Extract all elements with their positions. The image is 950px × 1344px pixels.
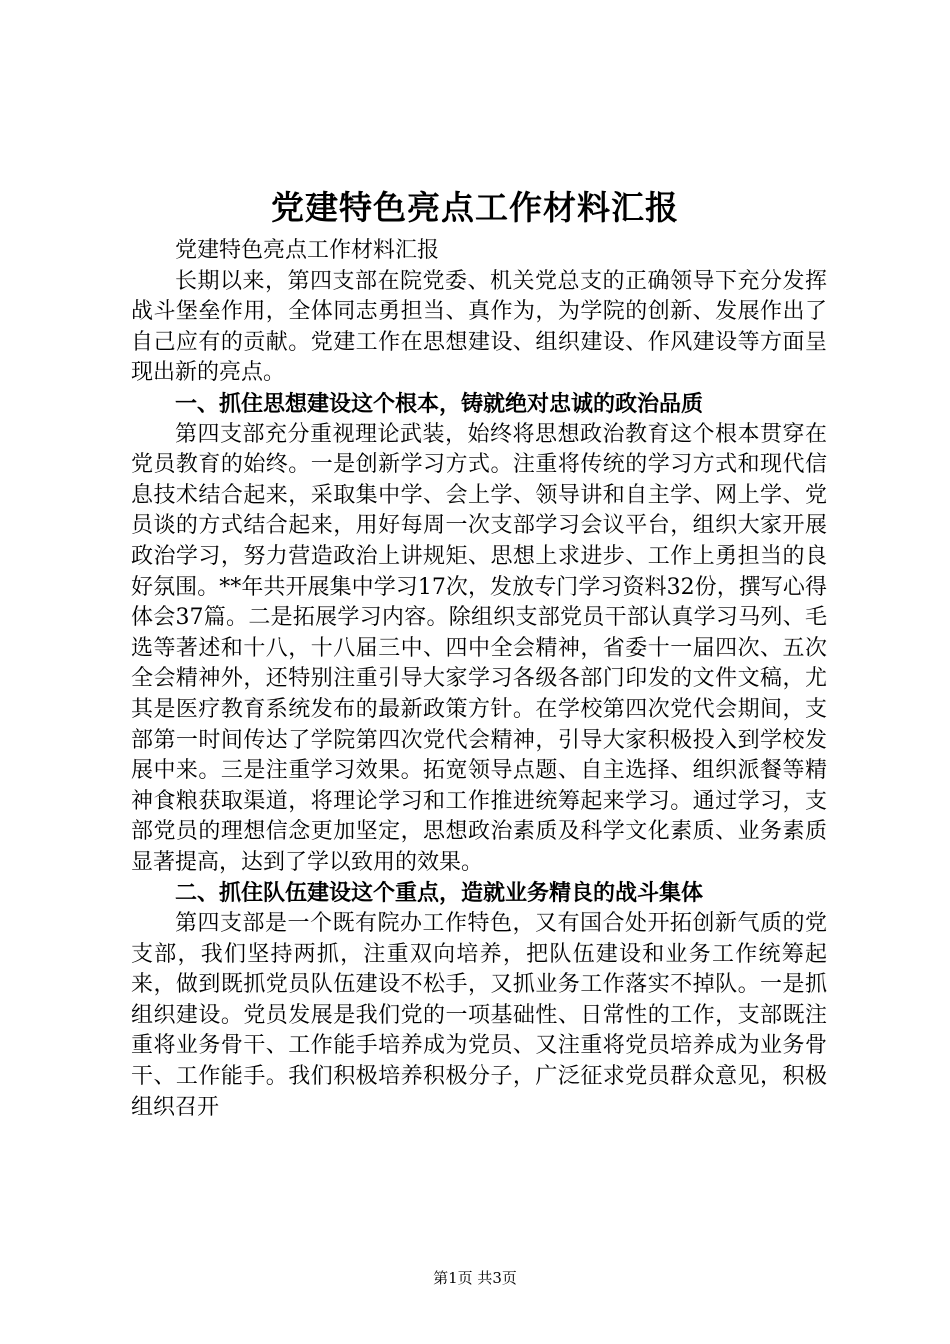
section-heading: 一、抓住思想建设这个根本，铸就绝对忠诚的政治品质: [175, 390, 704, 417]
body-paragraph: 第四支部是一个既有院办工作特色，又有国合处开拓创新气质的党支部，我们坚持两抓，注重双向培养，把队伍建设和业务工作统筹起来，做到既抓党员队伍建设不松手，又抓业务工作落实不掉队。一是抓组织建设。党员发展是我们党的一项基础性、日常性的工作，支部既注重将业务骨干、工作能手培养成为党员、又注重将党员培养成为业务骨干、工作能手。我们积极培养积极分子，广泛征求党员群众意见，积极组织召开: [131, 911, 827, 1120]
body-paragraph: 长期以来，第四支部在院党委、机关党总支的正确领导下充分发挥战斗堡垒作用，全体同志勇担当、真作为，为学院的创新、发展作出了自己应有的贡献。党建工作在思想建设、组织建设、作风建设等方面呈现出新的亮点。: [131, 268, 827, 386]
body-paragraph: 党建特色亮点工作材料汇报: [175, 238, 440, 263]
body-paragraph: 第四支部充分重视理论武装，始终将思想政治教育这个根本贯穿在党员教育的始终。一是创新学习方式。注重将传统的学习方式和现代信息技术结合起来，采取集中学、会上学、领导讲和自主学、网上学、党员谈的方式结合起来，用好每周一次支部学习会议平台，组织大家开展政治学习，努力营造政治上讲规矩、思想上求进步、工作上勇担当的良好氛围。**年共开展集中学习17次，发放专门学习资料32份，撰写心得体会37篇。二是拓展学习内容。除组织支部党员干部认真学习马列、毛选等著述和十八，十八届三中、四中全会精神，省委十一届四次、五次全会精神外，还特别注重引导大家学习各级各部门印发的文件文稿，尤其是医疗教育系统发布的最新政策方针。在学校第四次党代会期间，支部第一时间传达了学院第四次党代会精神，引导大家积极投入到学校发展中来。三是注重学习效果。拓宽领导点题、自主选择、组织派餐等精神食粮获取渠道，将理论学习和工作推进统筹起来学习。通过学习，支部党员的理想信念更加坚定，思想政治素质及科学文化素质、业务素质显著提高，达到了学以致用的效果。: [131, 421, 827, 875]
document-body: [131, 236, 827, 1123]
document-title: 党建特色亮点工作材料汇报: [271, 188, 679, 227]
page-footer: 第1页 共3页: [433, 1269, 517, 1287]
section-heading: 二、抓住队伍建设这个重点，造就业务精良的战斗集体: [175, 880, 704, 907]
